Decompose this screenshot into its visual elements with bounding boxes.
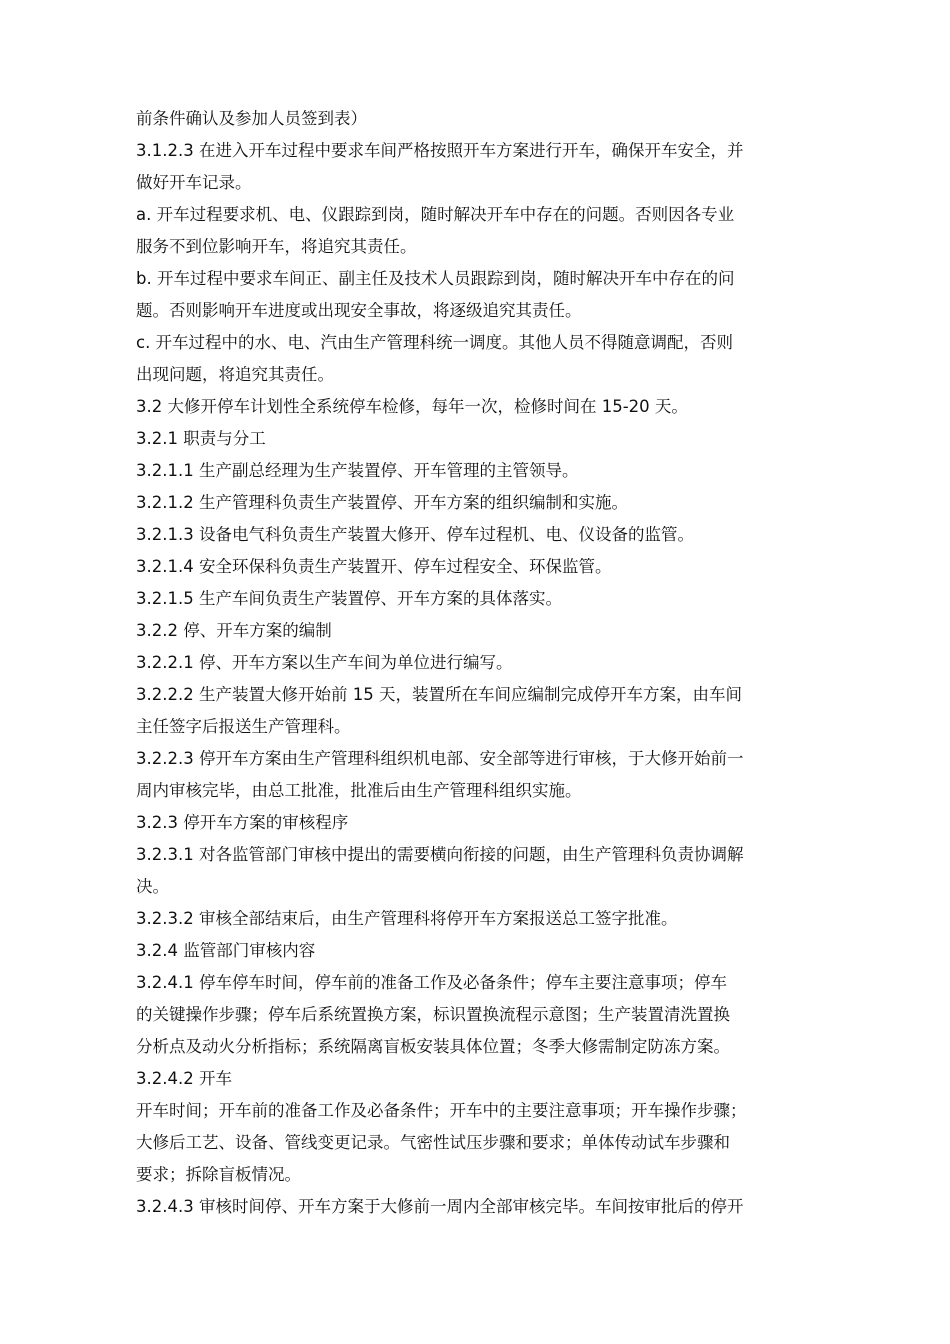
text-line: 3.2.4.2 开车 bbox=[136, 1069, 232, 1088]
text-line: 分析点及动火分析指标；系统隔离盲板安装具体位置；冬季大修需制定防冻方案。 bbox=[136, 1037, 730, 1056]
text-line: 3.2.3.2 审核全部结束后，由生产管理科将停开车方案报送总工签字批准。 bbox=[136, 909, 678, 928]
text-line: 3.2.1.1 生产副总经理为生产装置停、开车管理的主管领导。 bbox=[136, 461, 579, 480]
text-line: 决。 bbox=[136, 877, 169, 896]
text-line: 3.2.2.2 生产装置大修开始前 15 天，装置所在车间应编制完成停开车方案，由车间 bbox=[136, 685, 742, 704]
text-line: 大修后工艺、设备、管线变更记录。气密性试压步骤和要求；单体传动试车步骤和 bbox=[136, 1133, 730, 1152]
text-line: 前条件确认及参加人员签到表） bbox=[136, 109, 367, 128]
text-line: a. 开车过程要求机、电、仪跟踪到岗，随时解决开车中存在的问题。否则因各专业 bbox=[136, 205, 735, 224]
text-line: 开车时间；开车前的准备工作及必备条件；开车中的主要注意事项；开车操作步骤； bbox=[136, 1101, 747, 1120]
document-body bbox=[136, 103, 836, 1223]
text-line: 周内审核完毕，由总工批准，批准后由生产管理科组织实施。 bbox=[136, 781, 582, 800]
text-line: 3.2 大修开停车计划性全系统停车检修，每年一次，检修时间在 15-20 天。 bbox=[136, 397, 688, 416]
text-line: 做好开车记录。 bbox=[136, 173, 252, 192]
text-line: 3.2.1.2 生产管理科负责生产装置停、开车方案的组织编制和实施。 bbox=[136, 493, 628, 512]
text-line: 3.2.2.1 停、开车方案以生产车间为单位进行编写。 bbox=[136, 653, 513, 672]
text-line: c. 开车过程中的水、电、汽由生产管理科统一调度。其他人员不得随意调配，否则 bbox=[136, 333, 734, 352]
text-line: 3.2.3 停开车方案的审核程序 bbox=[136, 813, 349, 832]
text-line: 要求；拆除盲板情况。 bbox=[136, 1165, 301, 1184]
text-line: 3.2.2 停、开车方案的编制 bbox=[136, 621, 332, 640]
text-line: 3.2.4 监管部门审核内容 bbox=[136, 941, 316, 960]
text-line: 3.2.1.4 安全环保科负责生产装置开、停车过程安全、环保监管。 bbox=[136, 557, 612, 576]
text-line: 3.2.2.3 停开车方案由生产管理科组织机电部、安全部等进行审核，于大修开始前一 bbox=[136, 749, 744, 768]
text-line: 3.1.2.3 在进入开车过程中要求车间严格按照开车方案进行开车，确保开车安全，并 bbox=[136, 141, 744, 160]
text-line: 3.2.1 职责与分工 bbox=[136, 429, 266, 448]
text-line: 服务不到位影响开车，将追究其责任。 bbox=[136, 237, 417, 256]
text-line: 的关键操作步骤；停车后系统置换方案，标识置换流程示意图；生产装置清洗置换 bbox=[136, 1005, 730, 1024]
text-line: 主任签字后报送生产管理科。 bbox=[136, 717, 351, 736]
text-line: 3.2.3.1 对各监管部门审核中提出的需要横向衔接的问题，由生产管理科负责协调解 bbox=[136, 845, 744, 864]
text-line: b. 开车过程中要求车间正、副主任及技术人员跟踪到岗，随时解决开车中存在的问 bbox=[136, 269, 735, 288]
text-line: 3.2.1.3 设备电气科负责生产装置大修开、停车过程机、电、仪设备的监管。 bbox=[136, 525, 694, 544]
text-line: 题。否则影响开车进度或出现安全事故，将逐级追究其责任。 bbox=[136, 301, 582, 320]
text-line: 出现问题，将追究其责任。 bbox=[136, 365, 334, 384]
text-line: 3.2.4.1 停车停车时间，停车前的准备工作及必备条件；停车主要注意事项；停车 bbox=[136, 973, 727, 992]
text-line: 3.2.4.3 审核时间停、开车方案于大修前一周内全部审核完毕。车间按审批后的停开 bbox=[136, 1197, 744, 1216]
text-line: 3.2.1.5 生产车间负责生产装置停、开车方案的具体落实。 bbox=[136, 589, 562, 608]
